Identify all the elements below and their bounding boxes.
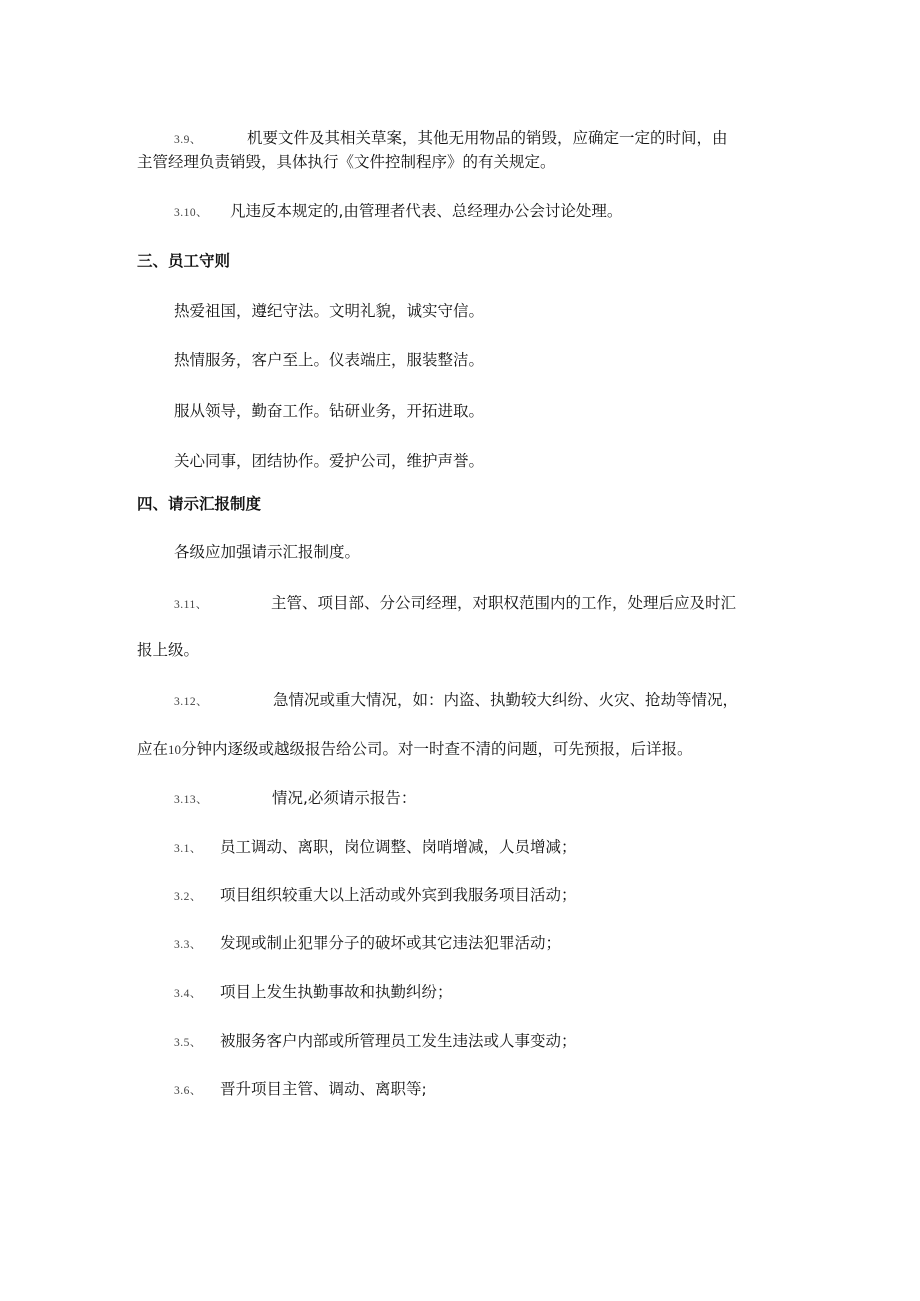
- clause-number-3-13: 3.13、: [174, 794, 209, 806]
- rule-item: 服从领导，勤奋工作。钻研业务，开拓进取。: [174, 402, 485, 420]
- clause-3-12-line2: [137, 739, 693, 760]
- list-item: 项目上发生执勤事故和执勤纠纷；: [220, 983, 453, 1001]
- list-item: 项目组织较重大以上活动或外宾到我服务项目活动；: [220, 886, 577, 904]
- list-item: 发现或制止犯罪分子的破坏或其它违法犯罪活动；: [220, 934, 562, 952]
- clause-3-12-rest: 分钟内逐级或越级报告给公司。对一时查不清的问题，可先预报，后详报。: [181, 740, 693, 758]
- item-number: 3.1、: [174, 843, 202, 855]
- list-item: 员工调动、离职，岗位调整、岗哨增减，人员增减；: [220, 838, 577, 856]
- clause-3-9-line1: 机要文件及其相关草案，其他无用物品的销毁，应确定一定的时间，由: [247, 129, 728, 147]
- clause-3-13-text: 情况,必须请示报告：: [272, 789, 417, 807]
- item-number: 3.4、: [174, 988, 202, 1000]
- clause-3-12-prefix: 应在: [137, 740, 169, 758]
- rule-item: 热情服务，客户至上。仪表端庄，服装整洁。: [174, 351, 485, 369]
- clause-3-11-line1: 主管、项目部、分公司经理，对职权范围内的工作，处理后应及时汇: [271, 594, 737, 612]
- list-item: 晋升项目主管、调动、离职等;: [220, 1080, 427, 1098]
- item-number: 3.5、: [174, 1037, 202, 1049]
- clause-number-3-10: 3.10、: [174, 207, 209, 219]
- clause-3-12-minutes: 10: [168, 742, 182, 757]
- clause-3-12-line1: 急情况或重大情况，如：内盗、执勤较大纠纷、火灾、抢劫等情况，: [273, 691, 739, 709]
- clause-number-3-11: 3.11、: [174, 599, 208, 611]
- clause-3-10-text: 凡违反本规定的,由管理者代表、总经理办公会讨论处理。: [230, 202, 623, 220]
- clause-3-9-line2: 主管经理负责销毁，具体执行《文件控制程序》的有关规定。: [137, 153, 556, 171]
- item-number: 3.3、: [174, 939, 202, 951]
- section-heading-reporting-system: 四、请示汇报制度: [137, 495, 262, 513]
- list-item: 被服务客户内部或所管理员工发生违法或人事变动；: [220, 1032, 577, 1050]
- clause-number-3-12: 3.12、: [174, 696, 209, 708]
- rule-item: 关心同事，团结协作。爱护公司，维护声誉。: [174, 452, 485, 470]
- clause-3-11-line2: 报上级。: [137, 641, 200, 659]
- item-number: 3.6、: [174, 1085, 202, 1097]
- item-number: 3.2、: [174, 891, 202, 903]
- reporting-intro: 各级应加强请示汇报制度。: [174, 543, 361, 561]
- clause-number-3-9: 3.9、: [174, 134, 202, 146]
- section-heading-employee-rules: 三、员工守则: [137, 252, 231, 270]
- rule-item: 热爱祖国，遵纪守法。文明礼貌，诚实守信。: [174, 302, 485, 320]
